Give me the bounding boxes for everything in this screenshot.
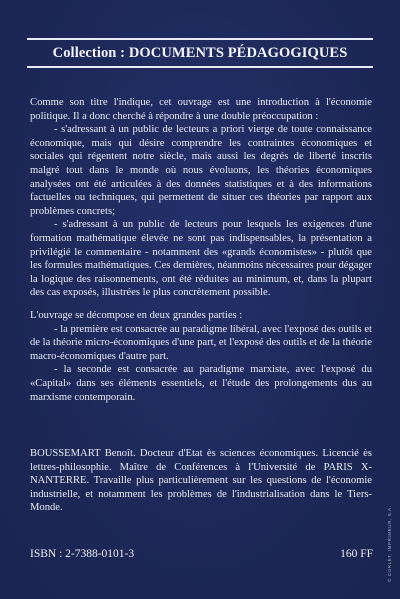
intro-section [30, 96, 372, 300]
isbn-label: ISBN : 2-7388-0101-3 [30, 548, 135, 560]
plan-part-2: - la seconde est consacrée au paradigme marxiste, avec l'exposé du «Capital» dans ses éléments essentiels, et l'étude des prolongements dus au marxisme contemporain. [30, 364, 372, 403]
author-section [30, 447, 372, 515]
collection-header [27, 38, 373, 68]
plan-section [30, 309, 372, 404]
plan-part-1: - la première est consacrée au paradigme libéral, avec l'exposé des outils et de la théorie micro-économiques d'une part, et l'exposé des outils et de la théorie macro-économiques d'autre part. [30, 323, 372, 362]
printer-mark: © CORLET, IMPRIMEUR, S.A. [387, 505, 392, 582]
plan-paragraph: L'ouvrage se décompose en deux grandes parties : [30, 310, 243, 321]
intro-point-2: - s'adressant à un public de lecteurs pour lesquels les exigences d'une formation mathématique élevée ne sont pas indispensables, la présentation a privilégié le commentaire - notamment des «grands économistes» - plutôt que les formules mathématiques. Ces dernières, néanmoins nécessaires pour dégager la logique des raisonnements, ont été réduites au minimum, et, dans la plupart des cas exposés, illustrées le plus concrètement possible. [30, 219, 372, 299]
intro-point-1: - s'adressant à un public de lecteurs a priori vierge de toute connaissance économique, mais qui désire comprendre les contraintes économiques et sociales qui régentent notre siècle, mais aussi les degrés de liberté inscrits malgré tout dans le monde où nous évoluons, les théories économiques analysées ont été articulées à des données statistiques et à des informations factuelles ou techniques, qui permettent de situer ces théories par rapport aux problèmes concrets; [30, 124, 372, 217]
collection-title: Collection : DOCUMENTS PÉDAGOGIQUES [52, 44, 348, 61]
price-label: 160 FF [340, 548, 373, 560]
intro-paragraph: Comme son titre l'indique, cet ouvrage est une introduction à l'économie politique. Il a donc cherché à répondre à une double préoccupation : [30, 97, 372, 122]
author-bio: BOUSSEMART Benoît. Docteur d'Etat ès sciences économiques. Licencié ès lettres-philosophie. Maître de Conférences à l'Université de PARIS X-NANTERRE. Travaille plus particulièrement sur les questions de l'économie industrielle, et notamment les problèmes de l'industrialisation dans le Tiers-Monde. [30, 448, 372, 514]
